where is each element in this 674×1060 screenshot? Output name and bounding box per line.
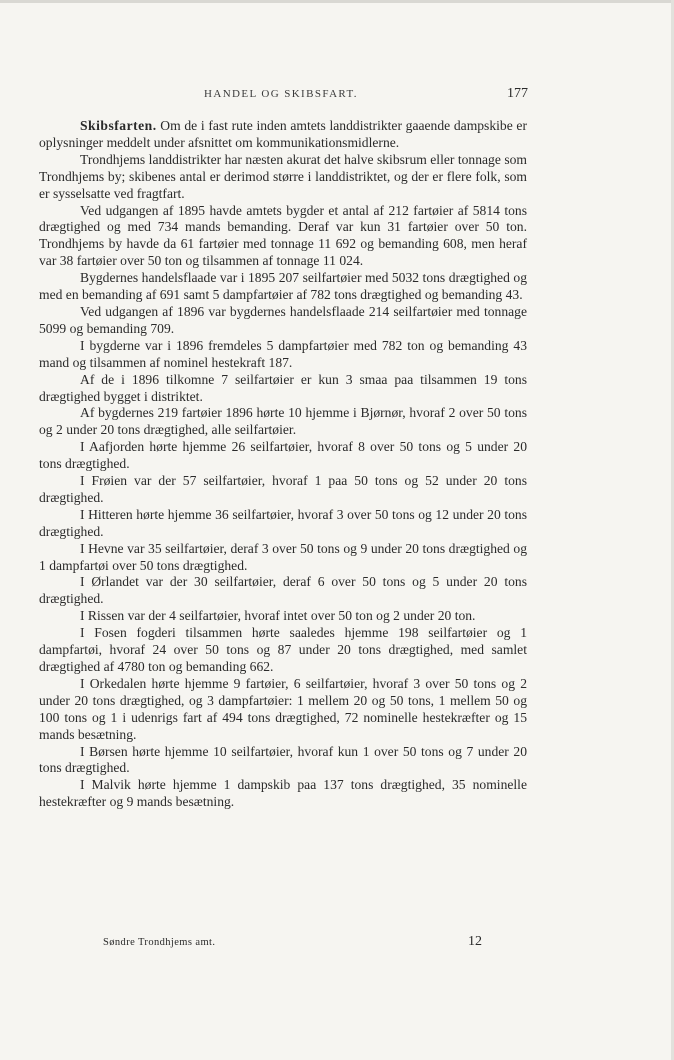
signature-text: Søndre Trondhjems amt. [103,937,216,948]
paragraph: I Orkedalen hørte hjemme 9 fartøier, 6 seilfartøier, hvoraf 3 over 50 tons og 2 under 20 tons drægtighed, og 3 dampfartøier: 1 mellem 20 og 50 tons, 1 mellem 50 og 100 tons og 1 i udenrigs fart af 494 tons drægtighed, 72 nominelle hestekræfter og 15 mands besætning. [39,675,527,742]
section-heading: Skibsfarten. [80,118,157,133]
paragraph: I bygderne var i 1896 fremdeles 5 dampfartøier med 782 ton og bemanding 43 mand og tilsammen af nominel hestekraft 187. [39,337,527,370]
paragraph: I Malvik hørte hjemme 1 dampskib paa 137 tons drægtighed, 35 nominelle hestekræfter og 9 mands besætning. [39,777,527,810]
page-edge-top [0,0,674,3]
page-footer [103,934,483,952]
paragraph: I Børsen hørte hjemme 10 seilfartøier, hvoraf kun 1 over 50 tons og 7 under 20 tons drægtighed. [39,743,527,776]
page-number: 177 [507,86,528,101]
paragraph: I Hevne var 35 seilfartøier, deraf 3 over 50 tons og 9 under 20 tons drægtighed og 1 dampfartøi over 50 tons drægtighed. [39,540,527,573]
paragraph: I Ørlandet var der 30 seilfartøier, deraf 6 over 50 tons og 5 under 20 tons drægtighed. [39,574,527,607]
paragraph: I Hitteren hørte hjemme 36 seilfartøier, hvoraf 3 over 50 tons og 12 under 20 tons drægtighed. [39,506,527,539]
paragraph: I Frøien var der 57 seilfartøier, hvoraf 1 paa 50 tons og 52 under 20 tons drægtighed. [39,473,527,505]
page-header [82,86,528,104]
paragraph: Ved udgangen af 1895 havde amtets bygder et antal af 212 fartøier af 5814 tons drægtighed og med 734 mands bemanding. Deraf var kun 31 fartøier over 50 ton. Trondhjems by havde da 61 fartøier med tonnage 11 692 og bemanding 608, men heraf var 38 fartøier over 50 ton og tilsammen af tonnage 11 024. [39,202,527,269]
paragraph: Trondhjems landdistrikter har næsten akurat det halve skibsrum eller tonnage som Trondhjems by; skibenes antal er derimod større i landdistriktet, og der er flere folk, som er sysselsatte ved fragtfart. [39,151,527,201]
intro-paragraph [39,118,527,152]
paragraph: I Fosen fogderi tilsammen hørte saaledes hjemme 198 seilfartøier og 1 dampfartøi, hvoraf 24 over 50 tons og 87 under 20 tons drægtighed, med samlet drægtighed af 4780 ton og bemanding 662. [39,625,527,674]
paragraph: I Rissen var der 4 seilfartøier, hvoraf intet over 50 ton og 2 under 20 ton. [80,608,476,624]
paragraph: Bygdernes handelsflaade var i 1895 207 seilfartøier med 5032 tons drægtighed og med en bemanding af 691 samt 5 dampfartøier af 782 tons drægtighed og bemanding 43. [39,270,527,303]
paragraph: Af bygdernes 219 fartøier 1896 hørte 10 hjemme i Bjørnør, hvoraf 2 over 50 tons og 2 under 20 tons drægtighed, alle seilfartøier. [39,405,527,438]
body-text [39,118,527,811]
paragraph: I Aafjorden hørte hjemme 26 seilfartøier, hvoraf 8 over 50 tons og 5 under 20 tons drægtighed. [39,439,527,472]
running-title: HANDEL OG SKIBSFART. [204,88,358,100]
paragraph: Ved udgangen af 1896 var bygdernes handelsflaade 214 seilfartøier med tonnage 5099 og bemanding 709. [39,303,527,336]
intro-text: Om de i fast rute inden amtets landdistrikter gaaende dampskibe er oplysninger meddelt under afsnittet om kommunikationsmidlerne. [39,118,527,150]
sheet-number: 12 [468,934,482,949]
paragraph: Af de i 1896 tilkomne 7 seilfartøier er kun 3 smaa paa tilsammen 19 tons drægtighed bygget i distriktet. [39,371,527,404]
